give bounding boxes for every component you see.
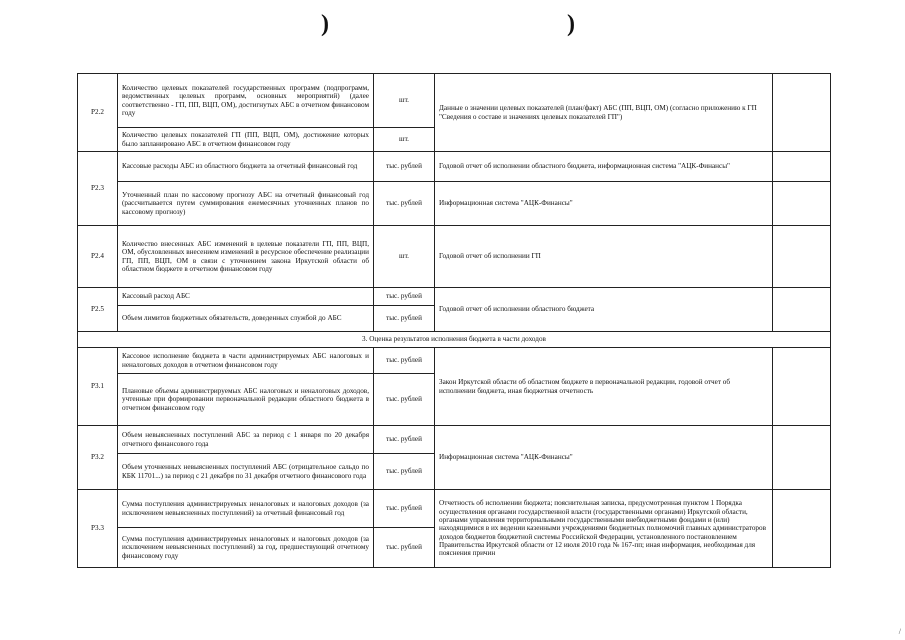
source-cell: Отчетность об исполнении бюджета; пояснительная записка, предусмотренная пунктом 1 Порядка осуществления органами государственной власти (государственными органами) Иркутской области, органами управления территориальными государственными внебюджетными фондами и (или) находящимися в их ведении казенными учреждениями бюджетных полномочий главных администраторов доходов бюджетов бюджетной системы Российской Федерации, установленного постановлением Правительства Иркутской области от 12 июля 2010 года № 167-пп; иная информация, необходимая для пояснения причин xyxy=(435,490,773,568)
row-code: Р2.5 xyxy=(78,288,118,332)
source-cell: Информационная система "АЦК-Финансы" xyxy=(435,426,773,490)
indicator-cell: Плановые объемы администрируемых АБС налоговых и неналоговых доходов, учтенные при формировании первоначальной редакции областного бюджета в отчетном финансовом году xyxy=(118,374,374,426)
unit-cell: тыс. рублей xyxy=(374,490,435,528)
scan-mark-left: ) xyxy=(321,11,329,37)
unit-cell: тыс. рублей xyxy=(374,528,435,568)
row-code: Р2.4 xyxy=(78,226,118,288)
source-cell: Годовой отчет об исполнении областного бюджета, информационная система "АЦК-Финансы" xyxy=(435,152,773,182)
empty-cell xyxy=(773,226,831,288)
empty-cell xyxy=(773,182,831,226)
source-cell: Информационная система "АЦК-Финансы" xyxy=(435,182,773,226)
unit-cell: тыс. рублей xyxy=(374,454,435,490)
indicator-cell: Кассовые расходы АБС из областного бюджета за отчетный финансовый год xyxy=(118,152,374,182)
source-cell: Закон Иркутской области об областном бюджете в первоначальной редакции, годовой отчет об исполнении бюджета, иная бюджетная отчетность xyxy=(435,348,773,426)
unit-cell: тыс. рублей xyxy=(374,306,435,332)
scan-mark-right: ) xyxy=(567,11,575,37)
indicator-cell: Количество целевых показателей ГП (ПП, ВЦП, ОМ), достижение которых было запланировано АБС в отчетном финансовом году xyxy=(118,128,374,152)
source-cell: Годовой отчет об исполнении ГП xyxy=(435,226,773,288)
empty-cell xyxy=(773,426,831,490)
unit-cell: тыс. рублей xyxy=(374,348,435,374)
row-code: Р3.1 xyxy=(78,348,118,426)
table-row xyxy=(78,426,831,454)
table-row xyxy=(78,490,831,528)
indicator-cell: Уточненный план по кассовому прогнозу АБС на отчетный финансовый год (рассчитывается путем суммирования ежемесячных уточненных планов по кассовому прогнозу) xyxy=(118,182,374,226)
section-title: 3. Оценка результатов исполнения бюджета в части доходов xyxy=(78,332,831,348)
section-header-row xyxy=(78,332,831,348)
table-row xyxy=(78,288,831,306)
empty-cell xyxy=(773,348,831,426)
indicator-cell: Объем уточненных невыясненных поступлений АБС (отрицательное сальдо по КБК 11701...) за период с 21 декабря по 31 декабря отчетного финансового года xyxy=(118,454,374,490)
indicator-cell: Количество внесенных АБС изменений в целевые показатели ГП, ПП, ВЦП, ОМ, обусловленных внесением изменений в ресурсное обеспечение реализации ГП, ПП, ВЦП, ОМ в связи с уточнением закона Иркутской области об областном бюджете в отчетном финансовом году xyxy=(118,226,374,288)
edge-mark: / xyxy=(898,627,901,636)
indicators-table xyxy=(77,73,831,568)
table-row xyxy=(78,152,831,182)
indicator-cell: Кассовый расход АБС xyxy=(118,288,374,306)
indicator-cell: Объем невыясненных поступлений АБС за период с 1 января по 20 декабря отчетного финансового года xyxy=(118,426,374,454)
empty-cell xyxy=(773,288,831,332)
unit-cell: тыс. рублей xyxy=(374,182,435,226)
unit-cell: тыс. рублей xyxy=(374,288,435,306)
unit-cell: тыс. рублей xyxy=(374,426,435,454)
table-row xyxy=(78,226,831,288)
row-code: Р2.3 xyxy=(78,152,118,226)
row-code: Р3.3 xyxy=(78,490,118,568)
source-cell: Данные о значении целевых показателей (план/факт) АБС (ПП, ВЦП, ОМ) (согласно приложению к ГП "Сведения о составе и значениях целевых показателей ГП") xyxy=(435,74,773,152)
indicator-cell: Сумма поступления администрируемых неналоговых и налоговых доходов (за исключением невыясненных поступлений) за отчетный финансовый год xyxy=(118,490,374,528)
table-row xyxy=(78,74,831,128)
unit-cell: тыс. рублей xyxy=(374,374,435,426)
indicator-cell: Кассовое исполнение бюджета в части администрируемых АБС налоговых и неналоговых доходов в отчетном финансовом году xyxy=(118,348,374,374)
indicator-cell: Сумма поступления администрируемых неналоговых и налоговых доходов (за исключением невыясненных поступлений) за год, предшествующий отчетному финансовому году xyxy=(118,528,374,568)
empty-cell xyxy=(773,490,831,568)
unit-cell: тыс. рублей xyxy=(374,152,435,182)
table-row xyxy=(78,348,831,374)
empty-cell xyxy=(773,152,831,182)
indicator-cell: Количество целевых показателей государственных программ (подпрограмм, ведомственных целевых программ, основных мероприятий) (далее соответственно - ГП, ПП, ВЦП, ОМ), достигнутых АБС в отчетном финансовом году xyxy=(118,74,374,128)
indicator-cell: Объем лимитов бюджетных обязательств, доведенных службой до АБС xyxy=(118,306,374,332)
unit-cell: шт. xyxy=(374,226,435,288)
row-code: Р2.2 xyxy=(78,74,118,152)
row-code: Р3.2 xyxy=(78,426,118,490)
source-cell: Годовой отчет об исполнении областного бюджета xyxy=(435,288,773,332)
unit-cell: шт. xyxy=(374,128,435,152)
table-row xyxy=(78,182,831,226)
empty-cell xyxy=(773,74,831,152)
unit-cell: шт. xyxy=(374,74,435,128)
